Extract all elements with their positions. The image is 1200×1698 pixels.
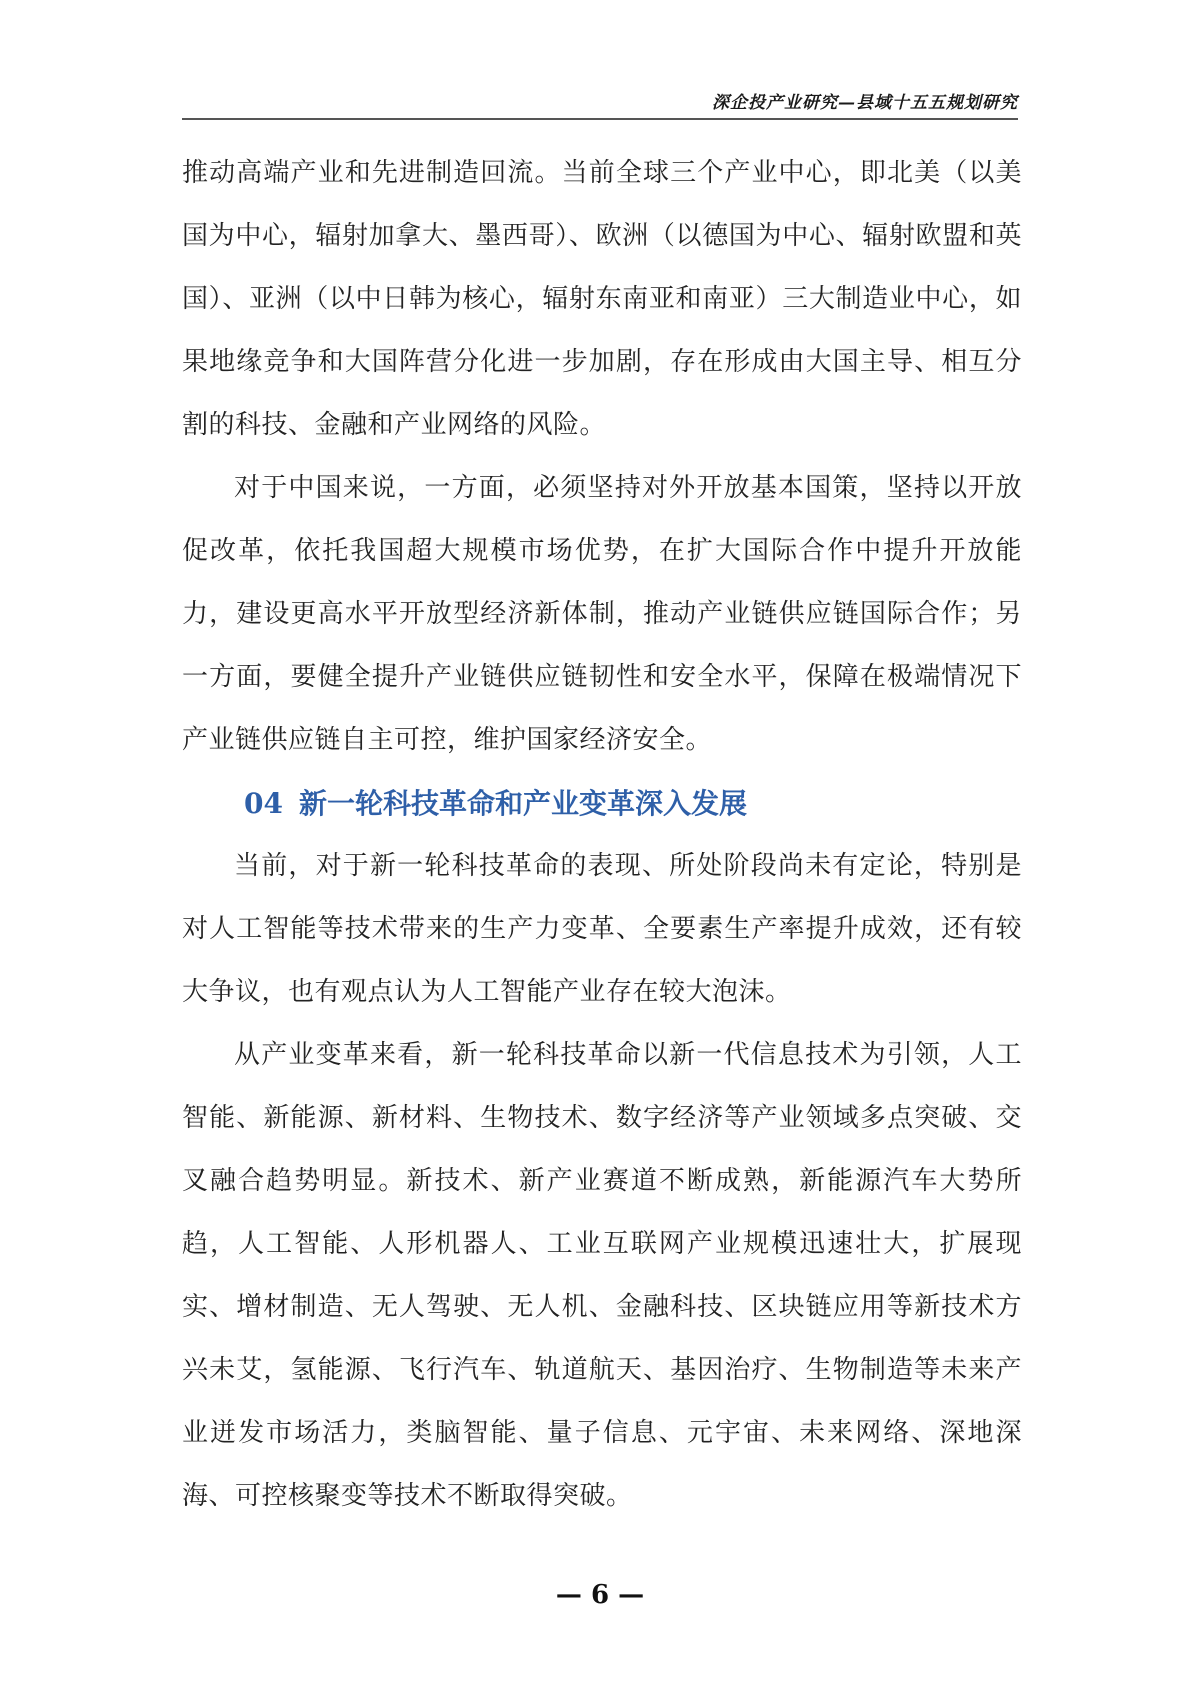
body-text: [182, 142, 1022, 1528]
page-number: — 6 —: [555, 1580, 645, 1610]
section-heading: [182, 772, 1022, 835]
paragraph: 当前，对于新一轮科技革命的表现、所处阶段尚未有定论，特别是对人工智能等技术带来的生产力变革、全要素生产率提升成效，还有较大争议，也有观点认为人工智能产业存在较大泡沫。: [182, 851, 1022, 1007]
paragraph: 从产业变革来看，新一轮科技革命以新一代信息技术为引领，人工智能、新能源、新材料、生物技术、数字经济等产业领域多点突破、交叉融合趋势明显。新技术、新产业赛道不断成熟，新能源汽车大势所趋，人工智能、人形机器人、工业互联网产业规模迅速壮大，扩展现实、增材制造、无人驾驶、无人机、金融科技、区块链应用等新技术方兴未艾，氢能源、飞行汽车、轨道航天、基因治疗、生物制造等未来产业迸发市场活力，类脑智能、量子信息、元宇宙、未来网络、深地深海、可控核聚变等技术不断取得突破。: [182, 1040, 1022, 1511]
paragraph: 推动高端产业和先进制造回流。当前全球三个产业中心，即北美（以美国为中心，辐射加拿大、墨西哥）、欧洲（以德国为中心、辐射欧盟和英国）、亚洲（以中日韩为核心，辐射东南亚和南亚）三大制造业中心，如果地缘竞争和大国阵营分化进一步加剧，存在形成由大国主导、相互分割的科技、金融和产业网络的风险。: [182, 158, 1022, 440]
section-title: 新一轮科技革命和产业变革深入发展: [298, 787, 747, 820]
section-number: 04: [244, 787, 283, 820]
header-rule: [182, 118, 1018, 120]
running-header: 深企投产业研究—县域十五五规划研究: [712, 93, 1018, 113]
paragraph: 对于中国来说，一方面，必须坚持对外开放基本国策，坚持以开放促改革，依托我国超大规模市场优势，在扩大国际合作中提升开放能力，建设更高水平开放型经济新体制，推动产业链供应链国际合作；另一方面，要健全提升产业链供应链韧性和安全水平，保障在极端情况下产业链供应链自主可控，维护国家经济安全。: [182, 473, 1022, 755]
